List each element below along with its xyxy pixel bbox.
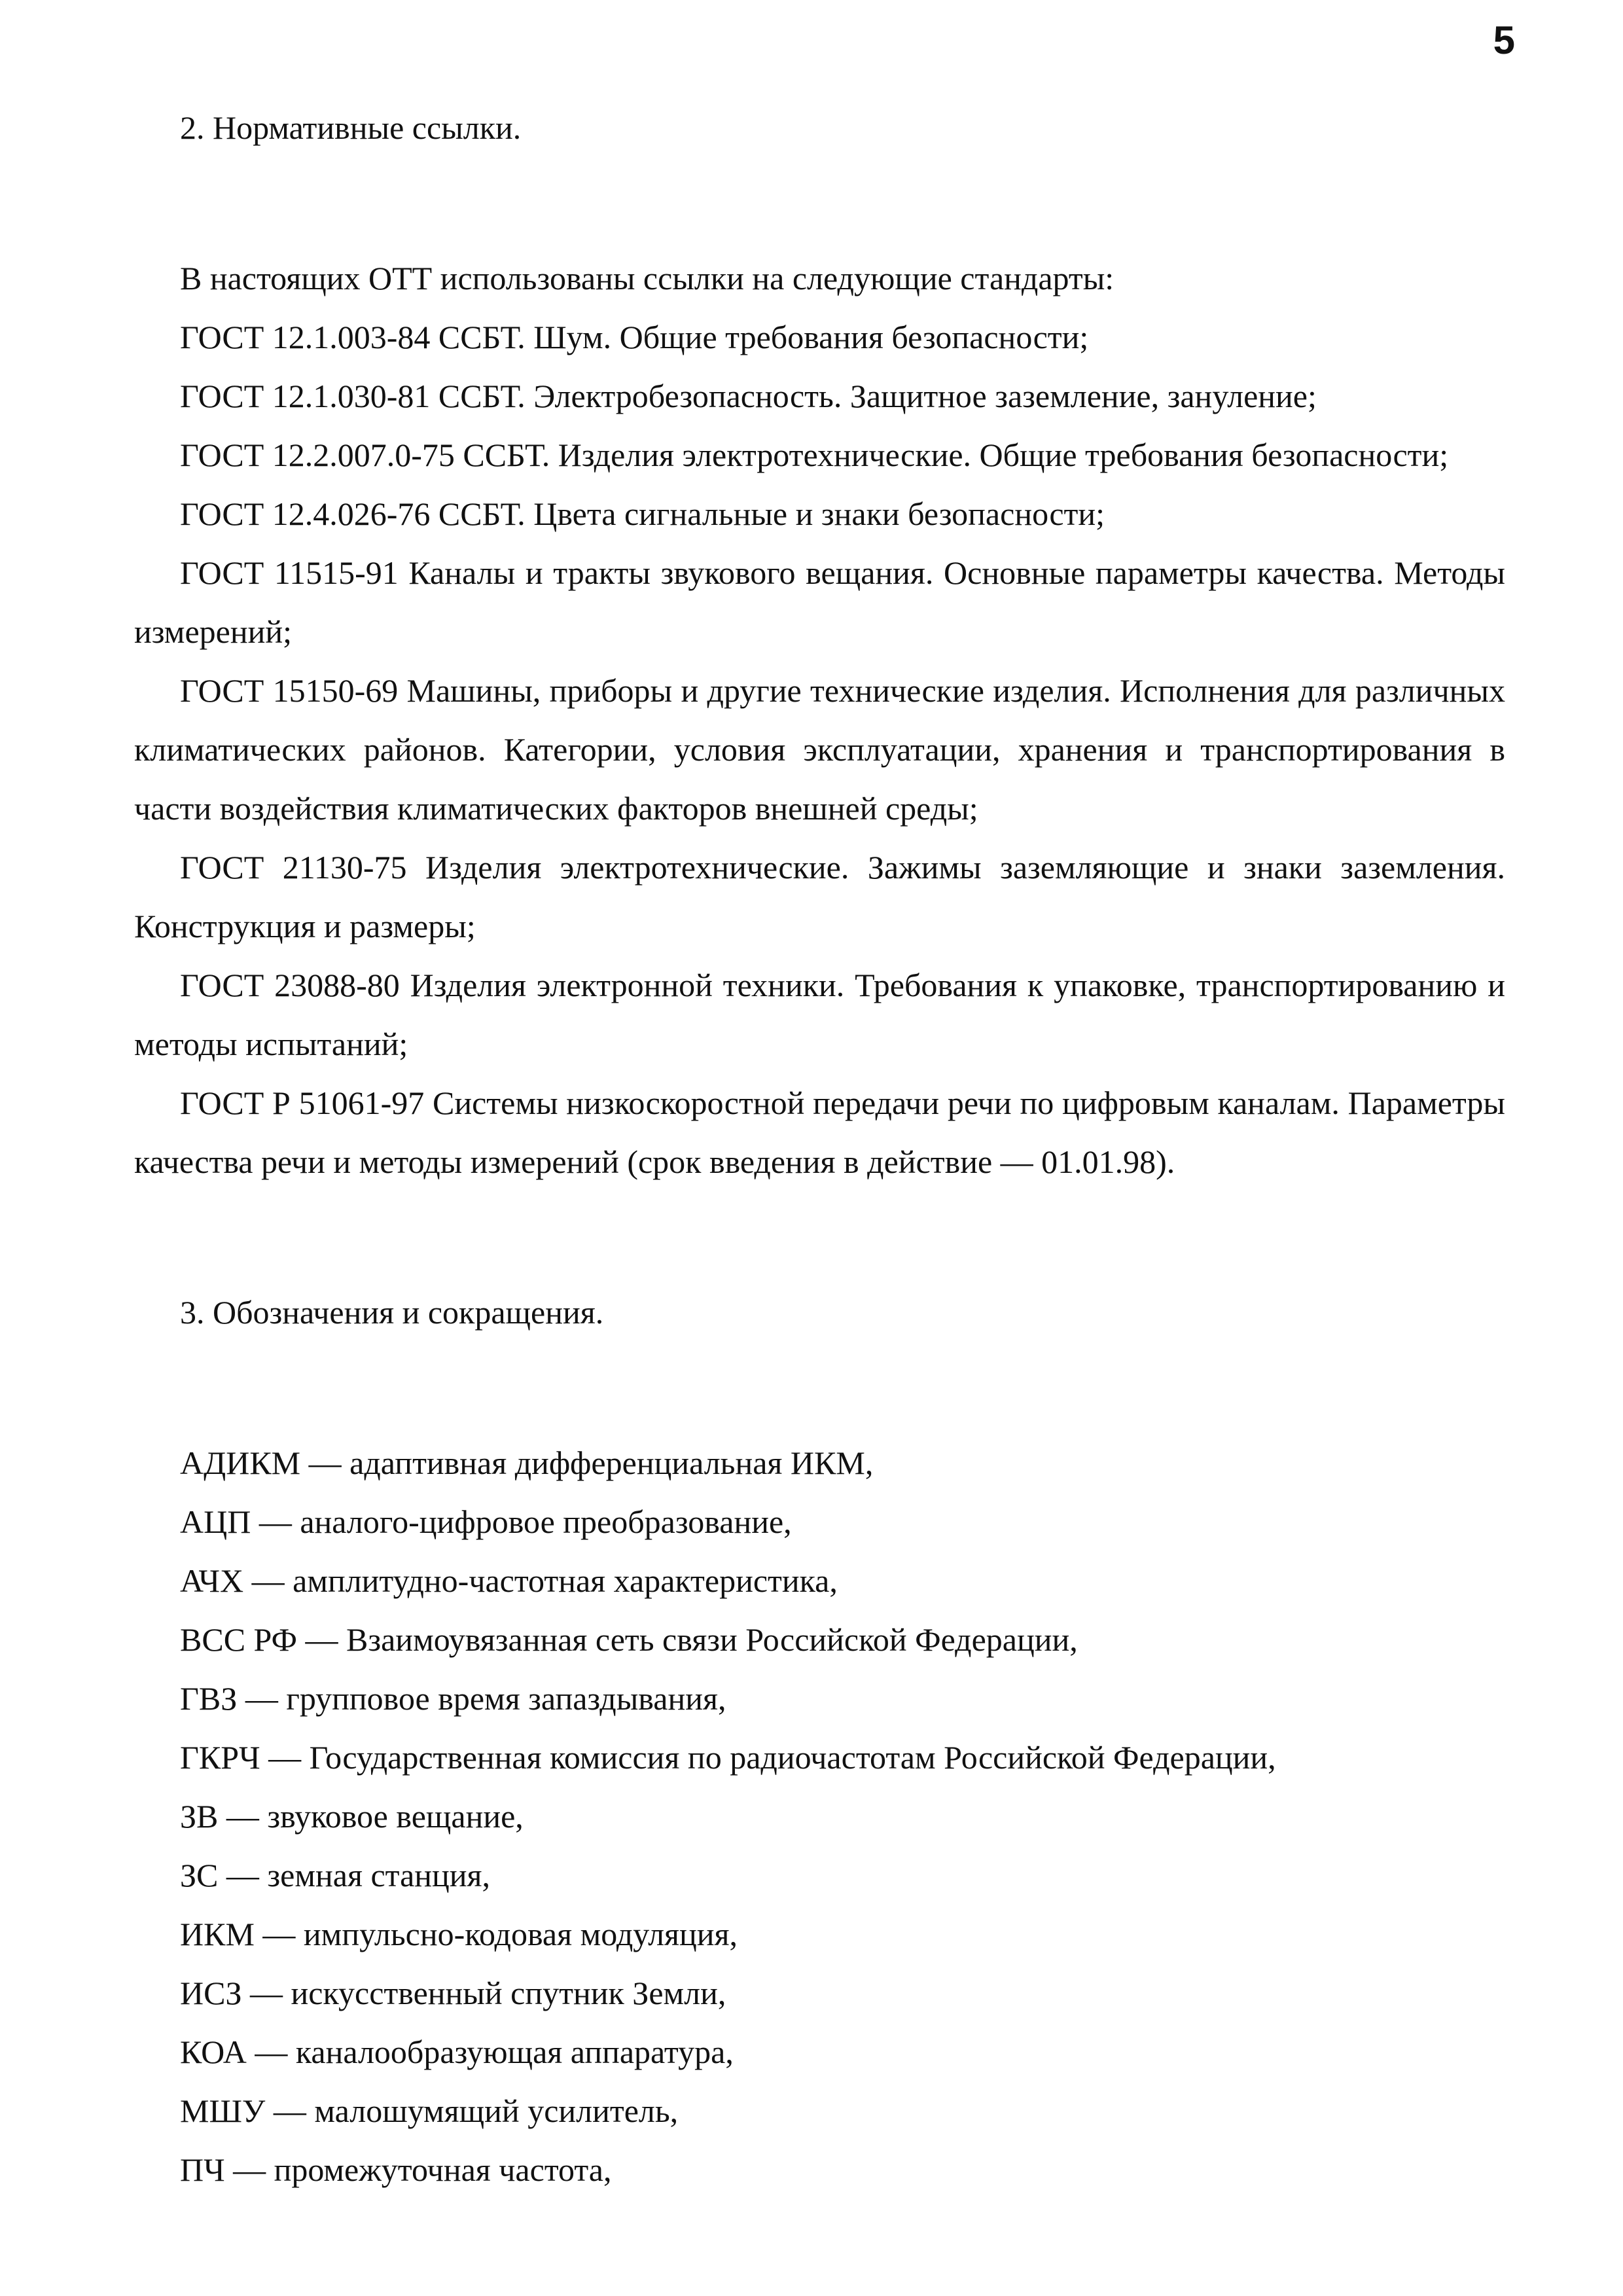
abbreviation-definition: Государственная комиссия по радиочастотам Российской Федерации,: [309, 1739, 1276, 1776]
abbreviation-item: МШУ — малошумящий усилитель,: [180, 2092, 679, 2129]
abbreviation-item: АЦП — аналого-цифровое преобразование,: [180, 1503, 792, 1540]
abbreviation-item: ПЧ — промежуточная частота,: [180, 2151, 612, 2188]
abbreviation-definition: звуковое вещание,: [267, 1798, 524, 1835]
abbreviation: АЧХ: [180, 1562, 244, 1599]
abbreviation-definition: групповое время запаздывания,: [286, 1680, 726, 1717]
reference-item: ГОСТ 12.4.026-76 ССБТ. Цвета сигнальные и знаки безопасности;: [180, 495, 1105, 532]
references-intro: В настоящих ОТТ использованы ссылки на следующие стандарты:: [180, 260, 1115, 296]
reference-item: ГОСТ 21130-75 Изделия электротехнические. Зажимы заземляющие и знаки заземления. Конструкция и размеры;: [134, 849, 1505, 944]
abbreviation-definition: каналообразующая аппаратура,: [295, 2034, 734, 2070]
abbreviation: МШУ: [180, 2092, 266, 2129]
abbreviations-list: [134, 1433, 1505, 2199]
abbreviation: КОА: [180, 2034, 247, 2070]
abbreviation-item: АЧХ — амплитудно-частотная характеристика,: [180, 1562, 838, 1599]
abbreviation-definition: адаптивная дифференциальная ИКМ,: [349, 1444, 874, 1481]
reference-item: ГОСТ Р 51061-97 Системы низкоскоростной передачи речи по цифровым каналам. Параметры качества речи и методы измерений (срок введения в действие — 01.01.98).: [134, 1085, 1505, 1180]
abbreviation: ВСС РФ: [180, 1621, 298, 1658]
abbreviation-definition: земная станция,: [267, 1857, 491, 1893]
reference-item: ГОСТ 12.1.003-84 ССБТ. Шум. Общие требования безопасности;: [180, 319, 1089, 355]
abbreviation: АДИКМ: [180, 1444, 301, 1481]
abbreviation: ЗВ: [180, 1798, 219, 1835]
abbreviation-item: КОА — каналообразующая аппаратура,: [180, 2034, 734, 2070]
reference-item: ГОСТ 23088-80 Изделия электронной техники. Требования к упаковке, транспортированию и методы испытаний;: [134, 967, 1505, 1062]
reference-item: ГОСТ 12.2.007.0-75 ССБТ. Изделия электротехнические. Общие требования безопасности;: [180, 437, 1449, 473]
abbreviation-definition: Взаимоувязанная сеть связи Российской Федерации,: [346, 1621, 1078, 1658]
abbreviation: ГВЗ: [180, 1680, 238, 1717]
reference-item: ГОСТ 12.1.030-81 ССБТ. Электробезопасность. Защитное заземление, зануление;: [180, 378, 1317, 414]
abbreviation: АЦП: [180, 1503, 251, 1540]
abbreviation-item: ГКРЧ — Государственная комиссия по радиочастотам Российской Федерации,: [180, 1739, 1276, 1776]
abbreviation-definition: аналого-цифровое преобразование,: [300, 1503, 792, 1540]
abbreviation-item: АДИКМ — адаптивная дифференциальная ИКМ,: [180, 1444, 874, 1481]
abbreviation: ИСЗ: [180, 1975, 242, 2011]
reference-item: ГОСТ 11515-91 Каналы и тракты звукового вещания. Основные параметры качества. Методы измерений;: [134, 554, 1505, 650]
abbreviation-definition: амплитудно-частотная характеристика,: [293, 1562, 838, 1599]
page-number: 5: [1493, 18, 1515, 62]
abbreviation-item: ЗС — земная станция,: [180, 1857, 491, 1893]
document-body: [134, 98, 1505, 2199]
reference-item: ГОСТ 15150-69 Машины, приборы и другие технические изделия. Исполнения для различных климатических районов. Категории, условия эксплуатации, хранения и транспортирования в части воздействия климатических факторов внешней среды;: [134, 672, 1505, 827]
abbreviation-definition: искусственный спутник Земли,: [291, 1975, 726, 2011]
abbreviation: ГКРЧ: [180, 1739, 260, 1776]
abbreviation-definition: промежуточная частота,: [274, 2151, 612, 2188]
abbreviation-item: ВСС РФ — Взаимоувязанная сеть связи Российской Федерации,: [180, 1621, 1078, 1658]
abbreviation-definition: импульсно-кодовая модуляция,: [303, 1916, 738, 1952]
section-3-title: 3. Обозначения и сокращения.: [180, 1294, 604, 1331]
abbreviation-definition: малошумящий усилитель,: [314, 2092, 679, 2129]
abbreviation-item: ГВЗ — групповое время запаздывания,: [180, 1680, 726, 1717]
section-2-title: 2. Нормативные ссылки.: [180, 109, 522, 146]
abbreviation-item: ЗВ — звуковое вещание,: [180, 1798, 524, 1835]
references-list: [134, 308, 1505, 1191]
abbreviation-item: ИКМ — импульсно-кодовая модуляция,: [180, 1916, 738, 1952]
abbreviation: ИКМ: [180, 1916, 255, 1952]
abbreviation: ЗС: [180, 1857, 219, 1893]
abbreviation: ПЧ: [180, 2151, 225, 2188]
abbreviation-item: ИСЗ — искусственный спутник Земли,: [180, 1975, 726, 2011]
